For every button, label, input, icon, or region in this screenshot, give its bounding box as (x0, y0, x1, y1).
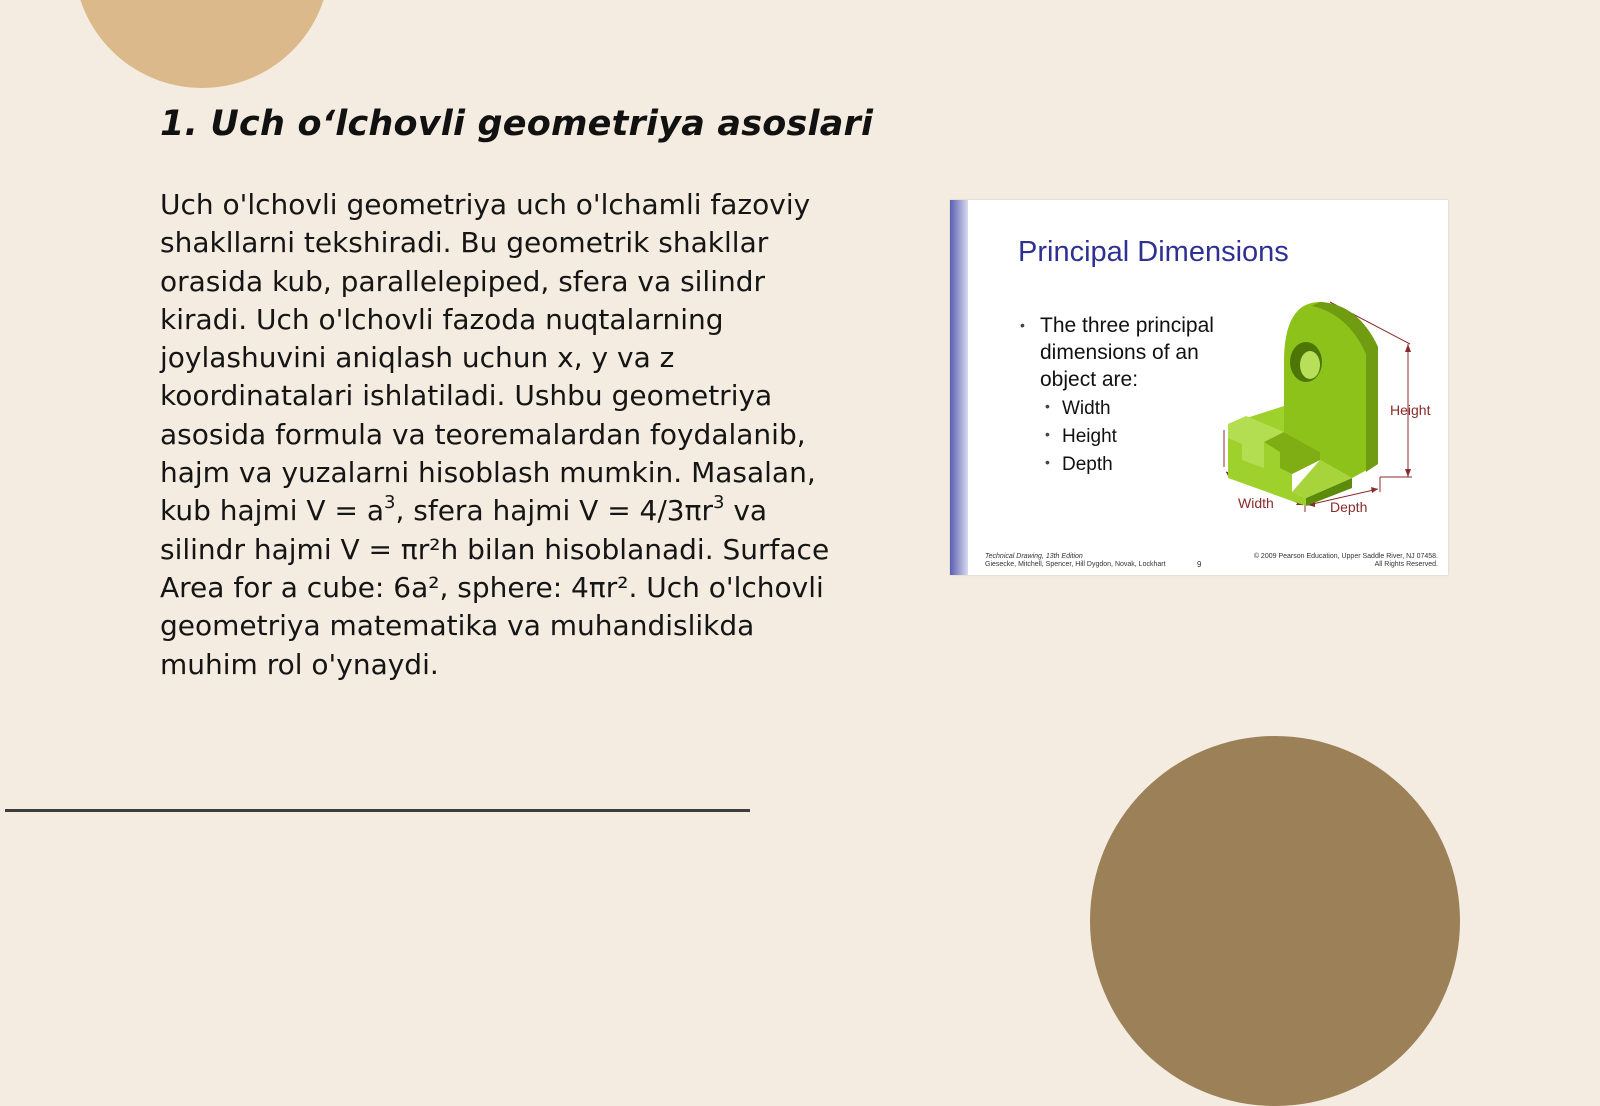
embedded-slide-image (950, 200, 1448, 575)
decorative-circle-top (74, 0, 330, 88)
slide-subitem-height: • Height (1045, 426, 1117, 447)
slide-accent-bar (950, 200, 968, 575)
body-text-part-2: , sfera hajmi V = 4/3πr (395, 494, 713, 528)
bullet-dot-icon: • (1045, 454, 1050, 470)
slide-subitem-width: • Width (1045, 398, 1111, 419)
bullet-dot-icon: • (1045, 426, 1050, 442)
slide-bullet: • The three principal dimensions of an object are: (1020, 314, 1214, 391)
depth-label: Depth (1330, 499, 1368, 515)
body-text-part-1: Uch o'lchovli geometriya uch o'lchamli fazoviy shakllarni tekshiradi. Bu geometrik shakllar orasida kub, parallelepiped, sfera va silindr kiradi. Uch o'lchovli fazoda nuqtalarning joylashuvini aniqlash uchun x, y va z koordinatalari ishlatiladi. Ushbu geometriya asosida formula va teoremalardan foydalanib, hajm va yuzalarni hisoblash mumkin. Masalan, kub hajmi V = a (160, 188, 816, 528)
slide-subitem-depth: • Depth (1045, 454, 1113, 475)
height-label: Height (1390, 402, 1431, 418)
width-label: Width (1238, 495, 1274, 511)
isometric-part-figure (1220, 292, 1445, 542)
page-title: 1. Uch o‘lchovli geometriya asoslari (160, 104, 874, 144)
bullet-dot-icon: • (1020, 317, 1025, 333)
superscript-cube: 3 (384, 492, 396, 514)
slide-footer-left: Technical Drawing, 13th Edition Giesecke, Mitchell, Spencer, Hill Dygdon, Novak, Lockhart (985, 553, 1166, 568)
body-paragraph (160, 186, 850, 684)
slide-title: Principal Dimensions (1018, 236, 1289, 268)
slide-page-number: 9 (1197, 560, 1202, 569)
decorative-circle-bottom (1090, 736, 1460, 1106)
bullet-dot-icon: • (1045, 398, 1050, 414)
green-part-body (1228, 302, 1378, 506)
superscript-sphere: 3 (712, 492, 725, 514)
slide-footer-right: © 2009 Pearson Education, Upper Saddle River, NJ 07458. All Rights Reserved. (1253, 553, 1438, 568)
body-text-part-3: va silindr hajmi V = πr²h bilan hisoblanadi. Surface Area for a cube: 6a², sphere: 4πr². Uch o'lchovli geometriya matematika va muhandislikda muhim rol o'ynaydi. (160, 494, 830, 681)
horizontal-rule (5, 809, 750, 812)
